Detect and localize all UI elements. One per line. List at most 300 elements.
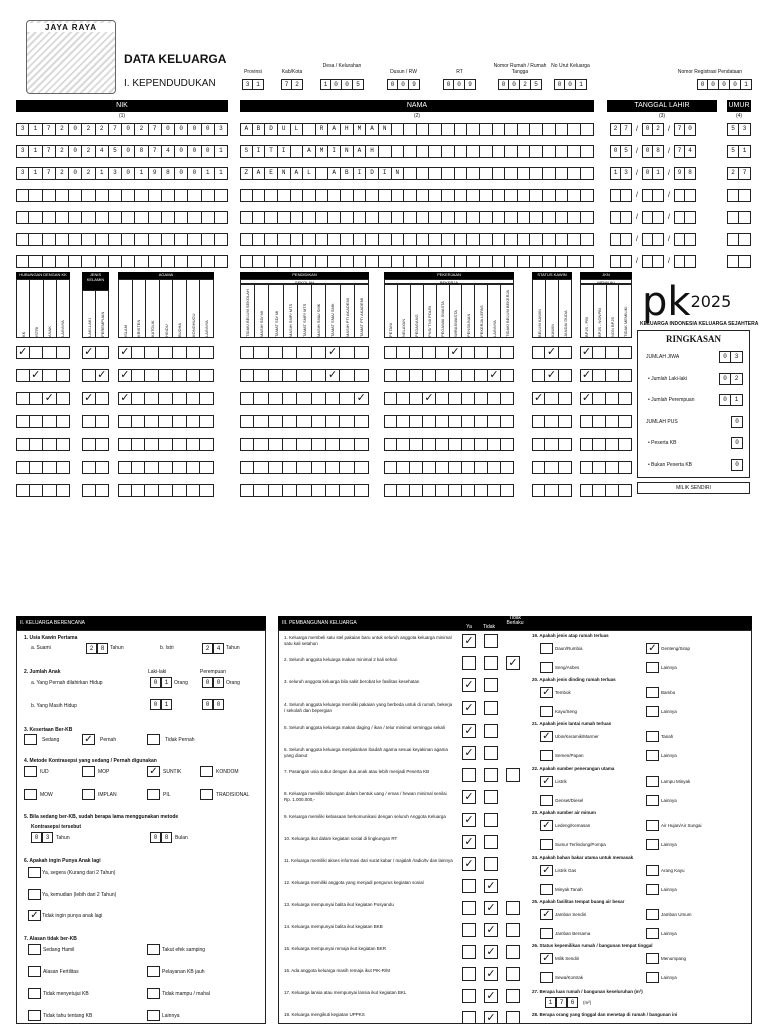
nik-field-cell[interactable]	[149, 211, 162, 224]
pend-checkbox[interactable]	[297, 415, 311, 428]
agama-checkbox[interactable]	[173, 461, 187, 474]
nama-field-cell[interactable]	[543, 189, 556, 202]
jkn-checkbox[interactable]	[593, 415, 606, 428]
nama-field-cell[interactable]	[467, 211, 480, 224]
q3-option-checkbox[interactable]	[147, 734, 160, 745]
nama-field-cell[interactable]	[505, 145, 518, 158]
agama-checkbox[interactable]	[200, 392, 214, 405]
q7-option-checkbox[interactable]	[28, 988, 41, 999]
pek-checkbox[interactable]	[449, 461, 462, 474]
pend-checkbox[interactable]	[283, 461, 297, 474]
nik-field-cell[interactable]: 2	[96, 123, 109, 136]
location-code-cell[interactable]: 0	[554, 79, 565, 90]
nama-field-cell[interactable]: E	[265, 167, 278, 180]
nik-field-cell[interactable]	[175, 255, 188, 268]
reg-number[interactable]	[697, 79, 752, 90]
answer-tidak-berlaku-checkbox[interactable]: ✓	[506, 656, 520, 670]
nama-field-cell[interactable]	[568, 123, 581, 136]
nama-field-cell[interactable]	[442, 145, 455, 158]
nama-field-cell[interactable]	[505, 233, 518, 246]
answer-tidak-checkbox[interactable]	[484, 678, 498, 692]
pek-checkbox[interactable]	[501, 438, 514, 451]
nik-field-cell[interactable]: 7	[109, 123, 122, 136]
answer-ya-checkbox[interactable]	[462, 923, 476, 937]
agama-checkbox[interactable]	[173, 392, 187, 405]
nama-field-cell[interactable]	[417, 255, 430, 268]
nama-field-cell[interactable]	[366, 233, 379, 246]
housing-option-checkbox[interactable]: ✓	[540, 687, 553, 698]
nama-field-cell[interactable]	[467, 233, 480, 246]
umur-field-cell[interactable]	[739, 189, 751, 202]
q7-option-checkbox[interactable]	[28, 944, 41, 955]
nik-field-cell[interactable]: 0	[69, 145, 82, 158]
nik-field-cell[interactable]	[122, 233, 135, 246]
jkn-checkbox[interactable]	[580, 484, 593, 497]
nama-field-cell[interactable]	[392, 189, 405, 202]
nik-field-cell[interactable]: 2	[135, 123, 148, 136]
nama-field-cell[interactable]	[518, 123, 531, 136]
pend-checkbox[interactable]	[269, 484, 283, 497]
agama-checkbox[interactable]	[200, 369, 214, 382]
agama-checkbox[interactable]	[173, 484, 187, 497]
answer-tidak-checkbox[interactable]	[484, 857, 498, 871]
nama-field-cell[interactable]	[404, 233, 417, 246]
location-code-cell[interactable]: 3	[242, 79, 253, 90]
q5-tahun-digit[interactable]: 0	[31, 832, 42, 843]
answer-tidak-checkbox[interactable]: ✓	[484, 945, 498, 959]
jk-checkbox[interactable]	[96, 461, 110, 474]
agama-checkbox[interactable]	[159, 461, 173, 474]
agama-checkbox[interactable]	[145, 461, 159, 474]
pek-checkbox[interactable]	[397, 392, 410, 405]
tanggal-cell[interactable]	[621, 189, 632, 202]
umur-field[interactable]	[727, 123, 751, 136]
agama-checkbox[interactable]	[118, 438, 132, 451]
pek-checkbox[interactable]	[462, 346, 475, 359]
answer-tidak-checkbox[interactable]: ✓	[484, 1011, 498, 1024]
nama-field-cell[interactable]	[530, 189, 543, 202]
hub-checkbox[interactable]	[16, 392, 30, 405]
umur-field-cell[interactable]: 1	[739, 145, 751, 158]
nama-field-cell[interactable]	[543, 233, 556, 246]
housing-option-checkbox[interactable]	[646, 839, 659, 850]
hub-checkbox[interactable]	[43, 369, 57, 382]
tanggal-cell[interactable]: 9	[674, 167, 685, 180]
nama-field-cell[interactable]	[429, 145, 442, 158]
nik-field-cell[interactable]	[175, 211, 188, 224]
pek-checkbox[interactable]	[501, 369, 514, 382]
nik-field-cell[interactable]	[109, 211, 122, 224]
pek-checkbox[interactable]	[488, 346, 501, 359]
q2a-l-digit[interactable]: 1	[161, 677, 172, 688]
kawin-checkbox[interactable]: ✓	[532, 392, 545, 405]
location-code-cell[interactable]: 7	[281, 79, 292, 90]
pend-checkbox[interactable]	[340, 438, 354, 451]
pend-checkbox[interactable]	[283, 392, 297, 405]
nama-field-cell[interactable]	[328, 233, 341, 246]
nik-field-cell[interactable]	[109, 233, 122, 246]
nik-field[interactable]	[16, 211, 228, 224]
nama-field-cell[interactable]	[429, 123, 442, 136]
q6-option-checkbox[interactable]: ✓	[28, 910, 41, 921]
pek-checkbox[interactable]	[423, 415, 436, 428]
jkn-checkbox[interactable]	[606, 346, 619, 359]
nama-field-cell[interactable]	[328, 255, 341, 268]
tanggal-cell[interactable]: 5	[621, 145, 632, 158]
nama-field-cell[interactable]	[480, 189, 493, 202]
nama-field-cell[interactable]: B	[253, 123, 266, 136]
hub-checkbox[interactable]	[57, 438, 71, 451]
nama-field-cell[interactable]	[291, 255, 304, 268]
agama-checkbox[interactable]	[173, 369, 187, 382]
nik-field-cell[interactable]: 2	[56, 145, 69, 158]
pek-checkbox[interactable]	[397, 369, 410, 382]
nama-field-cell[interactable]	[530, 167, 543, 180]
q7-option-checkbox[interactable]	[147, 988, 160, 999]
nama-field-cell[interactable]	[556, 145, 569, 158]
agama-checkbox[interactable]	[200, 438, 214, 451]
kawin-checkbox[interactable]	[559, 369, 572, 382]
housing-option-checkbox[interactable]	[646, 884, 659, 895]
nama-field-cell[interactable]	[480, 255, 493, 268]
jk-checkbox[interactable]	[82, 461, 96, 474]
answer-tidak-checkbox[interactable]	[484, 768, 498, 782]
answer-ya-checkbox[interactable]	[462, 1011, 476, 1024]
hub-checkbox[interactable]	[57, 415, 71, 428]
location-code[interactable]	[281, 79, 303, 90]
nama-field[interactable]	[240, 189, 594, 202]
pek-checkbox[interactable]	[384, 346, 397, 359]
agama-checkbox[interactable]	[159, 346, 173, 359]
nik-field-cell[interactable]: 2	[82, 123, 95, 136]
tanggal-cell[interactable]: 1	[653, 167, 664, 180]
nik-field-cell[interactable]	[56, 211, 69, 224]
housing-option-checkbox[interactable]	[646, 687, 659, 698]
nik-field-cell[interactable]	[162, 211, 175, 224]
pend-checkbox[interactable]	[297, 438, 311, 451]
pend-checkbox[interactable]	[283, 346, 297, 359]
agama-checkbox[interactable]	[145, 392, 159, 405]
q2b-p-digit[interactable]: 0	[213, 699, 224, 710]
nik-field-cell[interactable]: 8	[162, 167, 175, 180]
nama-field-cell[interactable]	[379, 189, 392, 202]
jkn-checkbox[interactable]	[619, 484, 632, 497]
umur-field-cell[interactable]: 5	[727, 123, 739, 136]
nik-field-cell[interactable]	[135, 255, 148, 268]
jk-checkbox[interactable]	[96, 438, 110, 451]
location-code[interactable]	[387, 79, 420, 90]
housing-option-checkbox[interactable]	[540, 706, 553, 717]
pek-checkbox[interactable]	[384, 415, 397, 428]
hub-checkbox[interactable]	[16, 369, 30, 382]
nama-field-cell[interactable]	[429, 255, 442, 268]
jkn-checkbox[interactable]: ✓	[581, 392, 592, 404]
nik-field-cell[interactable]: 0	[175, 145, 188, 158]
hub-checkbox[interactable]	[57, 392, 71, 405]
agama-checkbox[interactable]	[187, 461, 201, 474]
nik-field-cell[interactable]: 0	[175, 123, 188, 136]
nama-field-cell[interactable]	[278, 233, 291, 246]
nama-field-cell[interactable]	[417, 233, 430, 246]
agama-checkbox[interactable]	[132, 346, 146, 359]
umur-field[interactable]	[727, 167, 751, 180]
nama-field-cell[interactable]	[530, 123, 543, 136]
housing-option-checkbox[interactable]	[646, 795, 659, 806]
nik-field-cell[interactable]	[188, 255, 201, 268]
nama-field-cell[interactable]	[429, 233, 442, 246]
nik-field-cell[interactable]: 1	[29, 123, 42, 136]
nama-field-cell[interactable]	[568, 233, 581, 246]
tanggal-cell[interactable]	[674, 255, 685, 268]
pek-checkbox[interactable]	[501, 392, 514, 405]
nama-field-cell[interactable]	[316, 233, 329, 246]
answer-tidak-berlaku-checkbox[interactable]	[506, 967, 520, 981]
jk-checkbox[interactable]	[96, 346, 110, 359]
pend-checkbox[interactable]	[340, 484, 354, 497]
nik-field-cell[interactable]: 0	[122, 145, 135, 158]
agama-checkbox[interactable]	[187, 415, 201, 428]
agama-checkbox[interactable]	[118, 415, 132, 428]
nik-field-cell[interactable]	[162, 233, 175, 246]
jkn-checkbox[interactable]	[593, 369, 606, 382]
q2b-l-digit[interactable]: 1	[161, 699, 172, 710]
pek-checkbox[interactable]	[488, 484, 501, 497]
tanggal-field[interactable]	[610, 145, 696, 158]
nama-field-cell[interactable]	[417, 145, 430, 158]
nik-field-cell[interactable]: 0	[162, 123, 175, 136]
nama-field-cell[interactable]	[581, 233, 594, 246]
nama-field-cell[interactable]: H	[341, 123, 354, 136]
answer-tidak-checkbox[interactable]	[484, 746, 498, 760]
nama-field-cell[interactable]	[493, 211, 506, 224]
pend-checkbox[interactable]	[355, 461, 369, 474]
nik-field-cell[interactable]: 2	[56, 123, 69, 136]
pend-checkbox[interactable]	[355, 346, 369, 359]
pend-checkbox[interactable]	[312, 484, 326, 497]
nama-field-cell[interactable]	[505, 189, 518, 202]
nama-field-cell[interactable]	[316, 255, 329, 268]
pek-checkbox[interactable]	[436, 484, 449, 497]
nik-field-cell[interactable]: 2	[82, 145, 95, 158]
nik-field-cell[interactable]	[82, 255, 95, 268]
jkn-checkbox[interactable]	[593, 346, 606, 359]
location-code-cell[interactable]: 5	[353, 79, 364, 90]
pend-checkbox[interactable]	[355, 369, 369, 382]
umur-field-cell[interactable]	[727, 233, 739, 246]
pend-checkbox[interactable]	[283, 415, 297, 428]
kawin-checkbox[interactable]	[545, 461, 558, 474]
tanggal-cell[interactable]: 4	[685, 145, 696, 158]
kawin-checkbox[interactable]	[545, 415, 558, 428]
nik-field-cell[interactable]: 5	[109, 145, 122, 158]
hub-checkbox[interactable]	[57, 369, 71, 382]
nama-field-cell[interactable]: A	[328, 167, 341, 180]
nama-field-cell[interactable]	[240, 233, 253, 246]
pend-checkbox[interactable]	[312, 346, 326, 359]
pend-checkbox[interactable]	[254, 346, 268, 359]
nama-field-cell[interactable]	[303, 255, 316, 268]
q27-digit[interactable]: 7	[556, 997, 567, 1008]
nik-field-cell[interactable]	[135, 233, 148, 246]
kawin-checkbox[interactable]	[559, 392, 572, 405]
tanggal-cell[interactable]	[621, 233, 632, 246]
nama-field-cell[interactable]	[493, 123, 506, 136]
nik-field-cell[interactable]: 4	[96, 145, 109, 158]
pek-checkbox[interactable]	[436, 369, 449, 382]
pek-checkbox[interactable]	[410, 461, 423, 474]
hub-checkbox[interactable]	[57, 484, 71, 497]
pend-checkbox[interactable]	[240, 484, 254, 497]
pek-checkbox[interactable]	[423, 484, 436, 497]
pek-checkbox[interactable]	[384, 438, 397, 451]
answer-tidak-checkbox[interactable]	[484, 790, 498, 804]
pek-checkbox[interactable]	[501, 484, 514, 497]
nama-field-cell[interactable]	[316, 189, 329, 202]
pend-checkbox[interactable]	[240, 392, 254, 405]
housing-option-checkbox[interactable]	[540, 972, 553, 983]
reg-cell[interactable]: 0	[697, 79, 708, 90]
hub-checkbox[interactable]	[57, 461, 71, 474]
pend-checkbox[interactable]	[254, 484, 268, 497]
kawin-checkbox[interactable]	[559, 461, 572, 474]
answer-ya-checkbox[interactable]	[462, 945, 476, 959]
nama-field-cell[interactable]	[581, 123, 594, 136]
pek-checkbox[interactable]	[462, 438, 475, 451]
pek-checkbox[interactable]	[423, 369, 436, 382]
location-code-cell[interactable]: 0	[565, 79, 576, 90]
nik-field-cell[interactable]: 0	[188, 123, 201, 136]
nik-field-cell[interactable]: 0	[188, 145, 201, 158]
nama-field-cell[interactable]	[442, 123, 455, 136]
tanggal-cell[interactable]	[642, 233, 653, 246]
nama-field-cell[interactable]	[429, 167, 442, 180]
pend-checkbox[interactable]	[340, 461, 354, 474]
answer-tidak-checkbox[interactable]: ✓	[484, 879, 498, 893]
pend-checkbox[interactable]	[254, 438, 268, 451]
nik-field-cell[interactable]	[82, 189, 95, 202]
nama-field-cell[interactable]	[493, 255, 506, 268]
answer-tidak-berlaku-checkbox[interactable]	[506, 923, 520, 937]
ringkasan-digit[interactable]: 0	[731, 459, 743, 471]
q7-option-checkbox[interactable]	[147, 966, 160, 977]
location-code-cell[interactable]: 0	[509, 79, 520, 90]
q1b-digit[interactable]: 2	[202, 643, 213, 654]
nama-field-cell[interactable]	[581, 189, 594, 202]
pek-checkbox[interactable]	[410, 415, 423, 428]
nik-field-cell[interactable]	[69, 233, 82, 246]
tanggal-cell[interactable]	[610, 233, 621, 246]
pek-checkbox[interactable]	[462, 392, 475, 405]
nama-field-cell[interactable]	[354, 255, 367, 268]
hub-checkbox[interactable]	[57, 346, 71, 359]
nik-field-cell[interactable]: 0	[202, 123, 215, 136]
nama-field-cell[interactable]	[493, 145, 506, 158]
umur-field[interactable]	[727, 255, 751, 268]
nik-field-cell[interactable]: 7	[43, 123, 56, 136]
nik-field-cell[interactable]	[82, 211, 95, 224]
nama-field[interactable]	[240, 255, 594, 268]
pek-checkbox[interactable]	[475, 369, 488, 382]
nama-field-cell[interactable]	[518, 255, 531, 268]
q4-option-checkbox[interactable]: ✓	[147, 766, 160, 777]
umur-field[interactable]	[727, 211, 751, 224]
tanggal-cell[interactable]: 0	[642, 123, 653, 136]
nik-field-cell[interactable]	[82, 233, 95, 246]
pend-checkbox[interactable]	[297, 369, 311, 382]
nama-field-cell[interactable]: N	[341, 145, 354, 158]
nik-field-cell[interactable]	[69, 189, 82, 202]
hub-checkbox[interactable]	[43, 438, 57, 451]
ringkasan-digit[interactable]: 1	[731, 394, 743, 406]
pend-checkbox[interactable]	[269, 461, 283, 474]
nik-field-cell[interactable]: 0	[202, 145, 215, 158]
nama-field-cell[interactable]	[530, 211, 543, 224]
nama-field-cell[interactable]: L	[291, 123, 304, 136]
jkn-checkbox[interactable]	[619, 369, 632, 382]
pek-checkbox[interactable]	[410, 392, 423, 405]
housing-option-checkbox[interactable]	[540, 884, 553, 895]
tanggal-cell[interactable]: 7	[674, 145, 685, 158]
jk-checkbox[interactable]	[82, 484, 96, 497]
ringkasan-value[interactable]	[719, 351, 743, 363]
nama-field-cell[interactable]	[455, 189, 468, 202]
nama-field-cell[interactable]	[581, 255, 594, 268]
tanggal-cell[interactable]	[610, 211, 621, 224]
nama-field-cell[interactable]	[581, 167, 594, 180]
pend-checkbox[interactable]	[340, 369, 354, 382]
nama-field-cell[interactable]	[417, 167, 430, 180]
nik-field-cell[interactable]	[43, 211, 56, 224]
agama-checkbox[interactable]	[159, 392, 173, 405]
ringkasan-value[interactable]	[719, 394, 743, 406]
tanggal-cell[interactable]: 3	[621, 167, 632, 180]
agama-checkbox[interactable]: ✓	[118, 392, 132, 405]
nik-field[interactable]	[16, 233, 228, 246]
nama-field-cell[interactable]	[303, 189, 316, 202]
kawin-checkbox[interactable]: ✓	[545, 369, 558, 382]
q2a-p-digit[interactable]: 0	[213, 677, 224, 688]
nama-field-cell[interactable]	[253, 189, 266, 202]
q4-option-checkbox[interactable]	[82, 789, 95, 800]
answer-tidak-checkbox[interactable]	[484, 835, 498, 849]
nama-field-cell[interactable]: N	[392, 167, 405, 180]
jk-checkbox[interactable]	[82, 415, 96, 428]
nama-field[interactable]	[240, 123, 594, 136]
housing-option-checkbox[interactable]	[646, 928, 659, 939]
nama-field-cell[interactable]	[379, 233, 392, 246]
nama-field[interactable]	[240, 167, 594, 180]
nik-field-cell[interactable]	[202, 233, 215, 246]
pend-checkbox[interactable]	[254, 392, 268, 405]
pend-checkbox[interactable]	[326, 438, 340, 451]
nama-field-cell[interactable]	[568, 189, 581, 202]
nama-field-cell[interactable]	[442, 255, 455, 268]
hub-checkbox[interactable]: ✓	[16, 346, 30, 359]
pek-checkbox[interactable]	[488, 415, 501, 428]
answer-ya-checkbox[interactable]	[462, 768, 476, 782]
pend-checkbox[interactable]	[240, 369, 254, 382]
agama-checkbox[interactable]	[173, 438, 187, 451]
location-code-cell[interactable]: 1	[253, 79, 264, 90]
q7-option-checkbox[interactable]	[28, 1010, 41, 1021]
pek-checkbox[interactable]	[410, 438, 423, 451]
pend-checkbox[interactable]	[240, 461, 254, 474]
tanggal-cell[interactable]: 8	[653, 145, 664, 158]
nik-field-cell[interactable]	[109, 255, 122, 268]
nama-field-cell[interactable]	[392, 123, 405, 136]
nama-field-cell[interactable]	[480, 233, 493, 246]
nik-field-cell[interactable]	[96, 233, 109, 246]
